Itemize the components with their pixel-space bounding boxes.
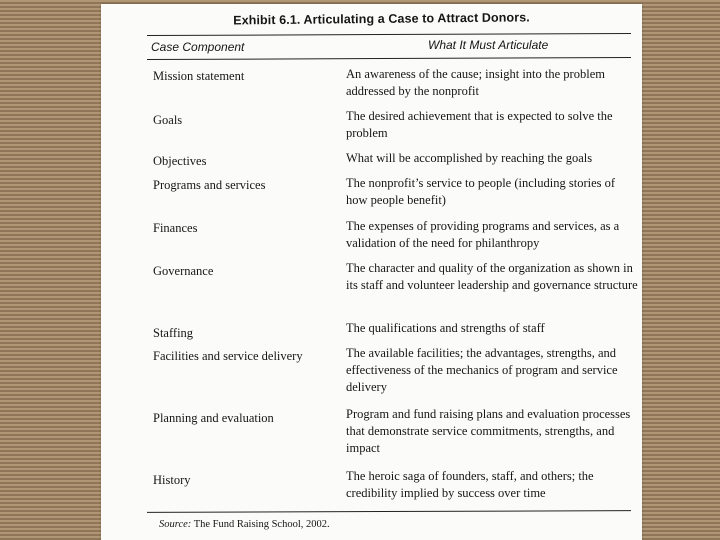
row-articulate: The desired achievement that is expected to solve the problem xyxy=(346,109,613,140)
row-component: Objectives xyxy=(153,154,207,168)
source-text: The Fund Raising School, 2002. xyxy=(193,519,330,530)
row-articulate: The qualifications and strengths of staff xyxy=(346,321,545,335)
column-header-component: Case Component xyxy=(151,40,245,54)
exhibit-title: Exhibit 6.1. Articulating a Case to Attract Donors. xyxy=(233,10,530,28)
row-component: Programs and services xyxy=(153,178,266,192)
row-articulate: An awareness of the cause; insight into the problem addressed by the nonprofit xyxy=(346,67,605,98)
row-articulate: The available facilities; the advantages, strengths, and effectiveness of the mechanics of program and service delivery xyxy=(346,346,618,394)
row-articulate: The nonprofit’s service to people (including stories of how people benefit) xyxy=(346,176,616,207)
row-articulate: The expenses of providing programs and services, as a validation of the need for philanthropy xyxy=(346,219,620,250)
row-articulate: The heroic saga of founders, staff, and others; the credibility implied by success over time xyxy=(346,469,594,500)
row-component: Facilities and service delivery xyxy=(153,349,303,363)
top-rule xyxy=(147,33,631,36)
bottom-rule xyxy=(147,510,631,513)
source-note xyxy=(159,519,330,530)
row-component: History xyxy=(153,473,191,487)
header-rule xyxy=(147,57,631,60)
row-component: Mission statement xyxy=(153,69,245,83)
row-component: Staffing xyxy=(153,326,194,340)
column-header-articulate: What It Must Articulate xyxy=(428,38,549,52)
row-component: Planning and evaluation xyxy=(153,411,274,425)
row-component: Governance xyxy=(153,264,214,278)
source-label: Source: xyxy=(159,519,192,530)
row-component: Finances xyxy=(153,221,198,235)
row-articulate: The character and quality of the organization as shown in its staff and volunteer leadership and governance structure xyxy=(346,261,638,292)
row-articulate: What will be accomplished by reaching the goals xyxy=(346,151,593,165)
row-component: Goals xyxy=(153,113,183,127)
document-page xyxy=(101,4,642,540)
row-articulate: Program and fund raising plans and evaluation processes that demonstrate service commitments, strengths, and impact xyxy=(346,407,631,455)
